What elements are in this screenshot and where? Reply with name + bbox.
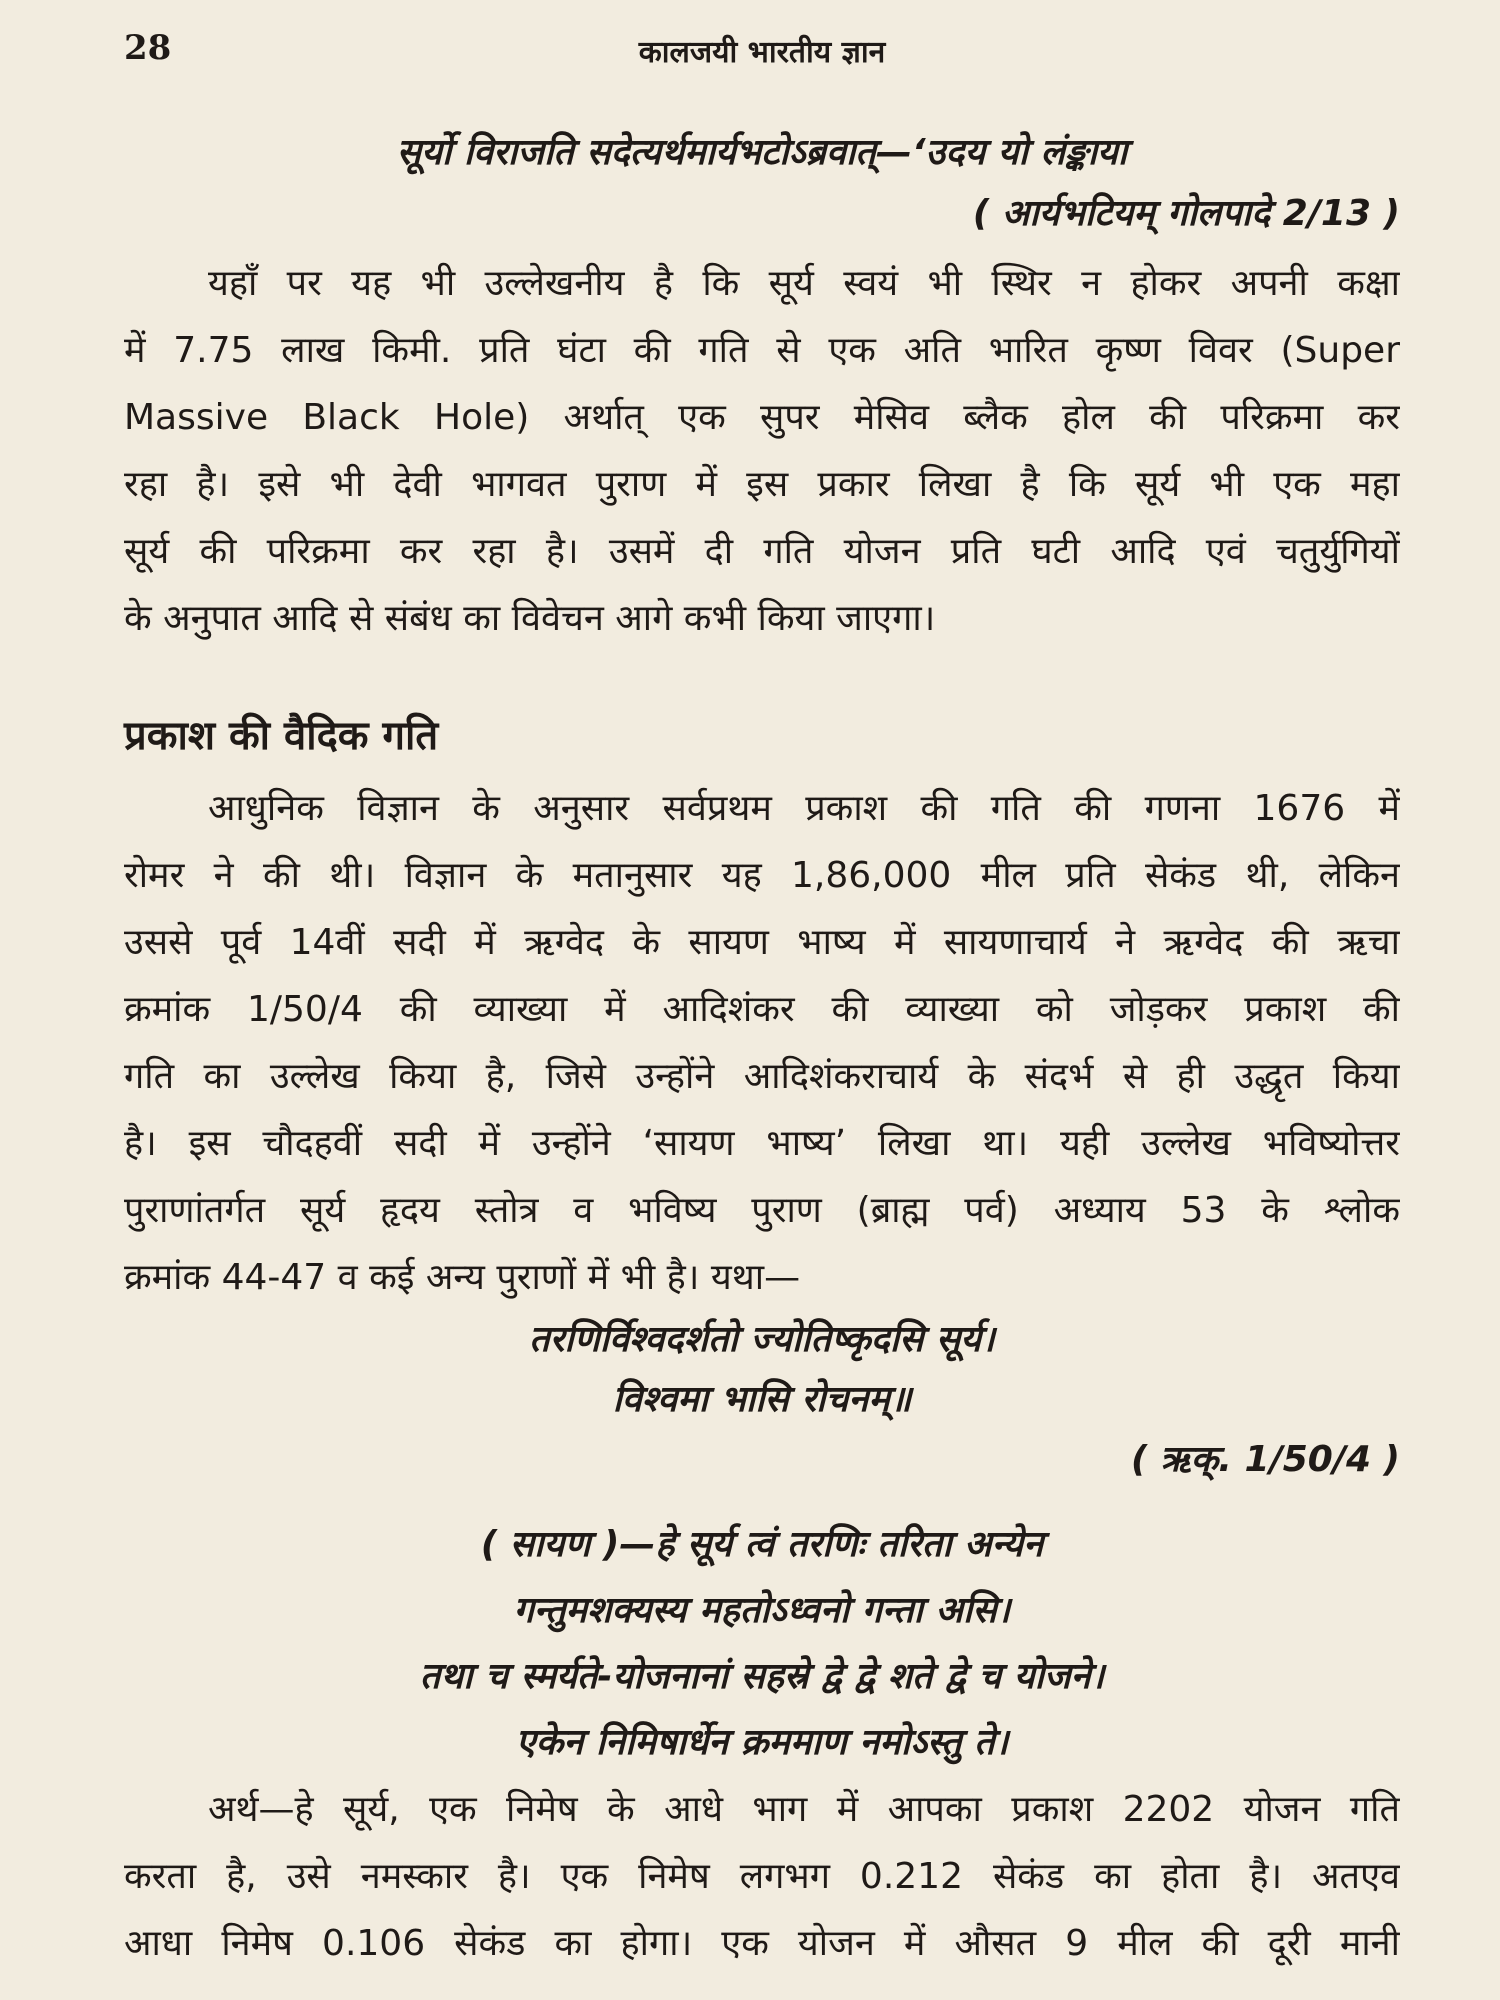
- verse-line: सूर्यो विराजति सदेत्यर्थमार्यभटोऽब्रवात्—‘उदय यो लंङ्काया: [396, 132, 1128, 173]
- sayana-commentary-verse: [124, 1512, 1400, 1776]
- paragraph-line: करता है, उसे नमस्कार है। एक निमेष लगभग 0.212 सेकंड का होता है। अतएव: [124, 1856, 1400, 1897]
- paragraph-line: रहा है। इसे भी देवी भागवत पुराण में इस प्रकार लिखा है कि सूर्य भी एक महा: [124, 464, 1400, 505]
- paragraph-line: सूर्य की परिक्रमा कर रहा है। उसमें दी गति योजन प्रति घटी आदि एवं चतुर्युगियों: [124, 531, 1400, 572]
- paragraph-light-speed: [124, 775, 1400, 1311]
- paragraph-line: पुराणांतर्गत सूर्य हृदय स्तोत्र व भविष्य पुराण (ब्राह्म पर्व) अध्याय 53 के श्लोक: [124, 1190, 1400, 1231]
- paragraph-sun-orbit: [124, 250, 1400, 652]
- verse-citation: ( आर्यभटियम् गोलपादे 2/13 ): [972, 193, 1400, 234]
- paragraph-line: रोमर ने की थी। विज्ञान के मतानुसार यह 1,86,000 मील प्रति सेकंड थी, लेकिन: [124, 855, 1400, 896]
- rigveda-verse: [124, 1310, 1400, 1490]
- paragraph-line: आधा निमेष 0.106 सेकंड का होगा। एक योजन में औसत 9 मील की दूरी मानी: [124, 1923, 1400, 1964]
- verse-line: गन्तुमशक्यस्य महतोऽध्वनो गन्ता असि।: [513, 1590, 1011, 1631]
- paragraph-line: में 7.75 लाख किमी. प्रति घंटा की गति से एक अति भारित कृष्ण विवर (Super: [124, 330, 1400, 371]
- verse-citation: ( ऋक्. 1/50/4 ): [1130, 1439, 1400, 1480]
- paragraph-line: क्रमांक 1/50/4 की व्याख्या में आदिशंकर की व्याख्या को जोड़कर प्रकाश की: [124, 989, 1400, 1030]
- paragraph-line: आधुनिक विज्ञान के अनुसार सर्वप्रथम प्रकाश की गति की गणना 1676 में: [208, 788, 1400, 829]
- section-heading: प्रकाश की वैदिक गति: [124, 713, 439, 759]
- paragraph-line: उससे पूर्व 14वीं सदी में ऋग्वेद के सायण भाष्य में सायणाचार्य ने ऋग्वेद की ऋचा: [124, 922, 1400, 963]
- verse-line: विश्वमा भासि रोचनम्॥: [612, 1379, 912, 1420]
- paragraph-line: Massive Black Hole) अर्थात् एक सुपर मेसिव ब्लैक होल की परिक्रमा कर: [124, 397, 1400, 438]
- verse-line: ( सायण )—हे सूर्य त्वं तरणिः तरिता अन्येन: [480, 1524, 1044, 1565]
- paragraph-line: के अनुपात आदि से संबंध का विवेचन आगे कभी किया जाएगा।: [124, 598, 936, 639]
- verse-line: तथा च स्मर्यते-योजनानां सहस्रे द्वे द्वे शते द्वे च योजने।: [419, 1656, 1105, 1697]
- paragraph-meaning: [124, 1776, 1400, 1977]
- paragraph-line: क्रमांक 44-47 व कई अन्य पुराणों में भी है। यथा—: [124, 1257, 801, 1298]
- paragraph-line: अर्थ—हे सूर्य, एक निमेष के आधे भाग में आपका प्रकाश 2202 योजन गति: [208, 1789, 1400, 1830]
- verse-line: एकेन निमिषार्धेन क्रममाण नमोऽस्तु ते।: [515, 1722, 1009, 1763]
- paragraph-line: यहाँ पर यह भी उल्लेखनीय है कि सूर्य स्वयं भी स्थिर न होकर अपनी कक्षा: [208, 263, 1400, 304]
- verse-line: तरणिर्विश्वदर्शतो ज्योतिष्कृदसि सूर्य।: [529, 1319, 995, 1360]
- page-header: [124, 28, 1400, 78]
- running-title: कालजयी भारतीय ज्ञान: [638, 35, 886, 70]
- aryabhatiya-verse: [124, 122, 1400, 244]
- page-number: 28: [124, 28, 172, 68]
- paragraph-line: है। इस चौदहवीं सदी में उन्होंने ‘सायण भाष्य’ लिखा था। यही उल्लेख भविष्योत्तर: [124, 1123, 1400, 1164]
- paragraph-line: गति का उल्लेख किया है, जिसे उन्होंने आदिशंकराचार्य के संदर्भ से ही उद्धृत किया: [124, 1056, 1400, 1097]
